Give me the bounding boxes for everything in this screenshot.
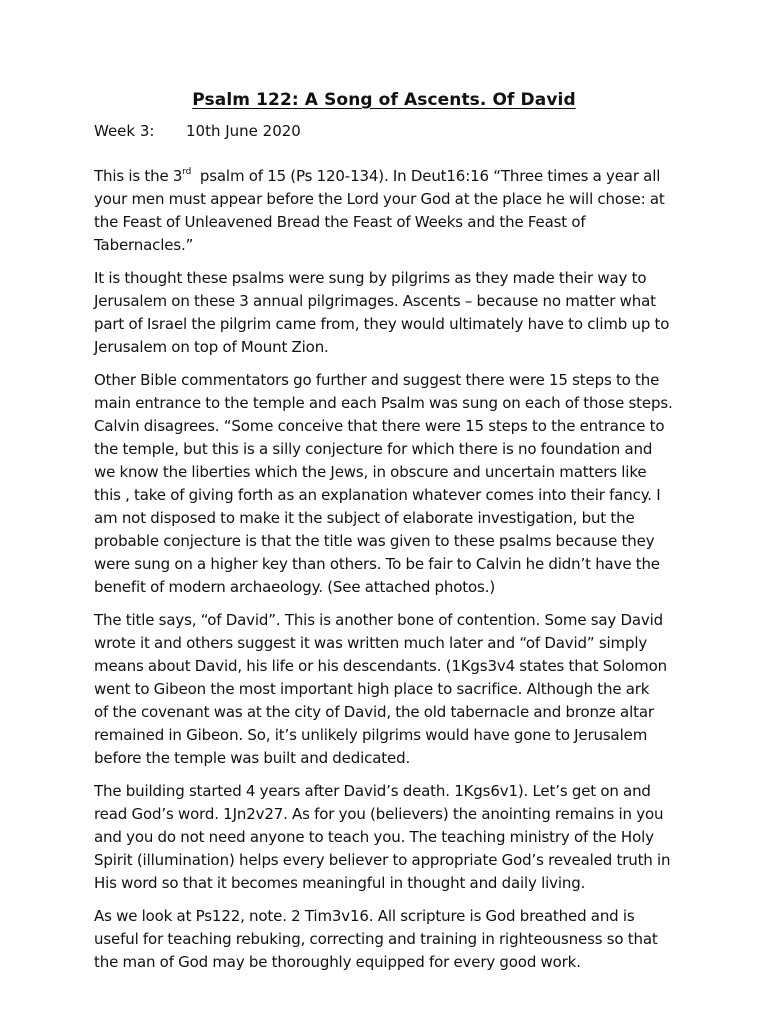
- text-line: remained in Gibeon. So, it’s unlikely pilgrims would have gone to Jerusalem: [94, 726, 648, 744]
- text-fragment: This is the 3: [94, 167, 183, 185]
- text-line: went to Gibeon the most important high place to sacrifice. Although the ark: [94, 680, 650, 698]
- text-line: Tabernacles.”: [94, 236, 194, 254]
- ordinal-superscript: rd: [182, 167, 192, 177]
- document-title: Psalm 122: A Song of Ascents. Of David: [192, 90, 576, 110]
- paragraph: [94, 609, 694, 770]
- text-line: Jerusalem on top of Mount Zion.: [94, 338, 329, 356]
- week-date: 10th June 2020: [186, 122, 301, 140]
- text-line: The title says, “of David”. This is another bone of contention. Some say David: [94, 611, 664, 629]
- text-line: part of Israel the pilgrim came from, they would ultimately have to climb up to: [94, 315, 670, 333]
- paragraph: [94, 369, 694, 599]
- text-fragment: psalm of 15 (Ps 120-134). In Deut16:16 “Three times a year all: [191, 167, 661, 185]
- paragraph: [94, 905, 694, 974]
- paragraph: [94, 267, 694, 359]
- text-line: Calvin disagrees. “Some conceive that there were 15 steps to the entrance to: [94, 417, 665, 435]
- text-line: The building started 4 years after David’s death. 1Kgs6v1). Let’s get on and: [94, 782, 651, 800]
- text-line: useful for teaching rebuking, correcting and training in righteousness so that: [94, 930, 658, 948]
- text-line: It is thought these psalms were sung by pilgrims as they made their way to: [94, 269, 647, 287]
- text-line: your men must appear before the Lord your God at the place he will chose: at: [94, 190, 665, 208]
- text-line: probable conjecture is that the title was given to these psalms because they: [94, 532, 655, 550]
- document-body: [94, 165, 694, 984]
- text-line: main entrance to the temple and each Psalm was sung on each of those steps.: [94, 394, 673, 412]
- text-line: of the covenant was at the city of David, the old tabernacle and bronze altar: [94, 703, 654, 721]
- text-line: were sung on a higher key than others. To be fair to Calvin he didn’t have the: [94, 555, 660, 573]
- text-line: [94, 165, 694, 188]
- paragraph: [94, 165, 694, 257]
- text-line: means about David, his life or his descendants. (1Kgs3v4 states that Solomon: [94, 657, 668, 675]
- text-line: and you do not need anyone to teach you. The teaching ministry of the Holy: [94, 828, 654, 846]
- week-line: [94, 122, 654, 140]
- text-line: we know the liberties which the Jews, in obscure and uncertain matters like: [94, 463, 647, 481]
- text-line: His word so that it becomes meaningful in thought and daily living.: [94, 874, 586, 892]
- text-line: read God’s word. 1Jn2v27. As for you (believers) the anointing remains in you: [94, 805, 664, 823]
- text-line: wrote it and others suggest it was written much later and “of David” simply: [94, 634, 648, 652]
- text-line: am not disposed to make it the subject of elaborate investigation, but the: [94, 509, 635, 527]
- text-line: Spirit (illumination) helps every believer to appropriate God’s revealed truth in: [94, 851, 671, 869]
- text-line: the man of God may be thoroughly equipped for every good work.: [94, 953, 581, 971]
- text-line: the Feast of Unleavened Bread the Feast of Weeks and the Feast of: [94, 213, 586, 231]
- text-line: As we look at Ps122, note. 2 Tim3v16. All scripture is God breathed and is: [94, 907, 635, 925]
- text-line: Other Bible commentators go further and suggest there were 15 steps to the: [94, 371, 660, 389]
- text-line: Jerusalem on these 3 annual pilgrimages. Ascents – because no matter what: [94, 292, 656, 310]
- paragraph: [94, 780, 694, 895]
- text-line: benefit of modern archaeology. (See attached photos.): [94, 578, 496, 596]
- week-label: Week 3:: [94, 122, 155, 140]
- text-line: the temple, but this is a silly conjecture for which there is no foundation and: [94, 440, 653, 458]
- text-line: before the temple was built and dedicated.: [94, 749, 411, 767]
- text-line: this , take of giving forth as an explanation whatever comes into their fancy. I: [94, 486, 661, 504]
